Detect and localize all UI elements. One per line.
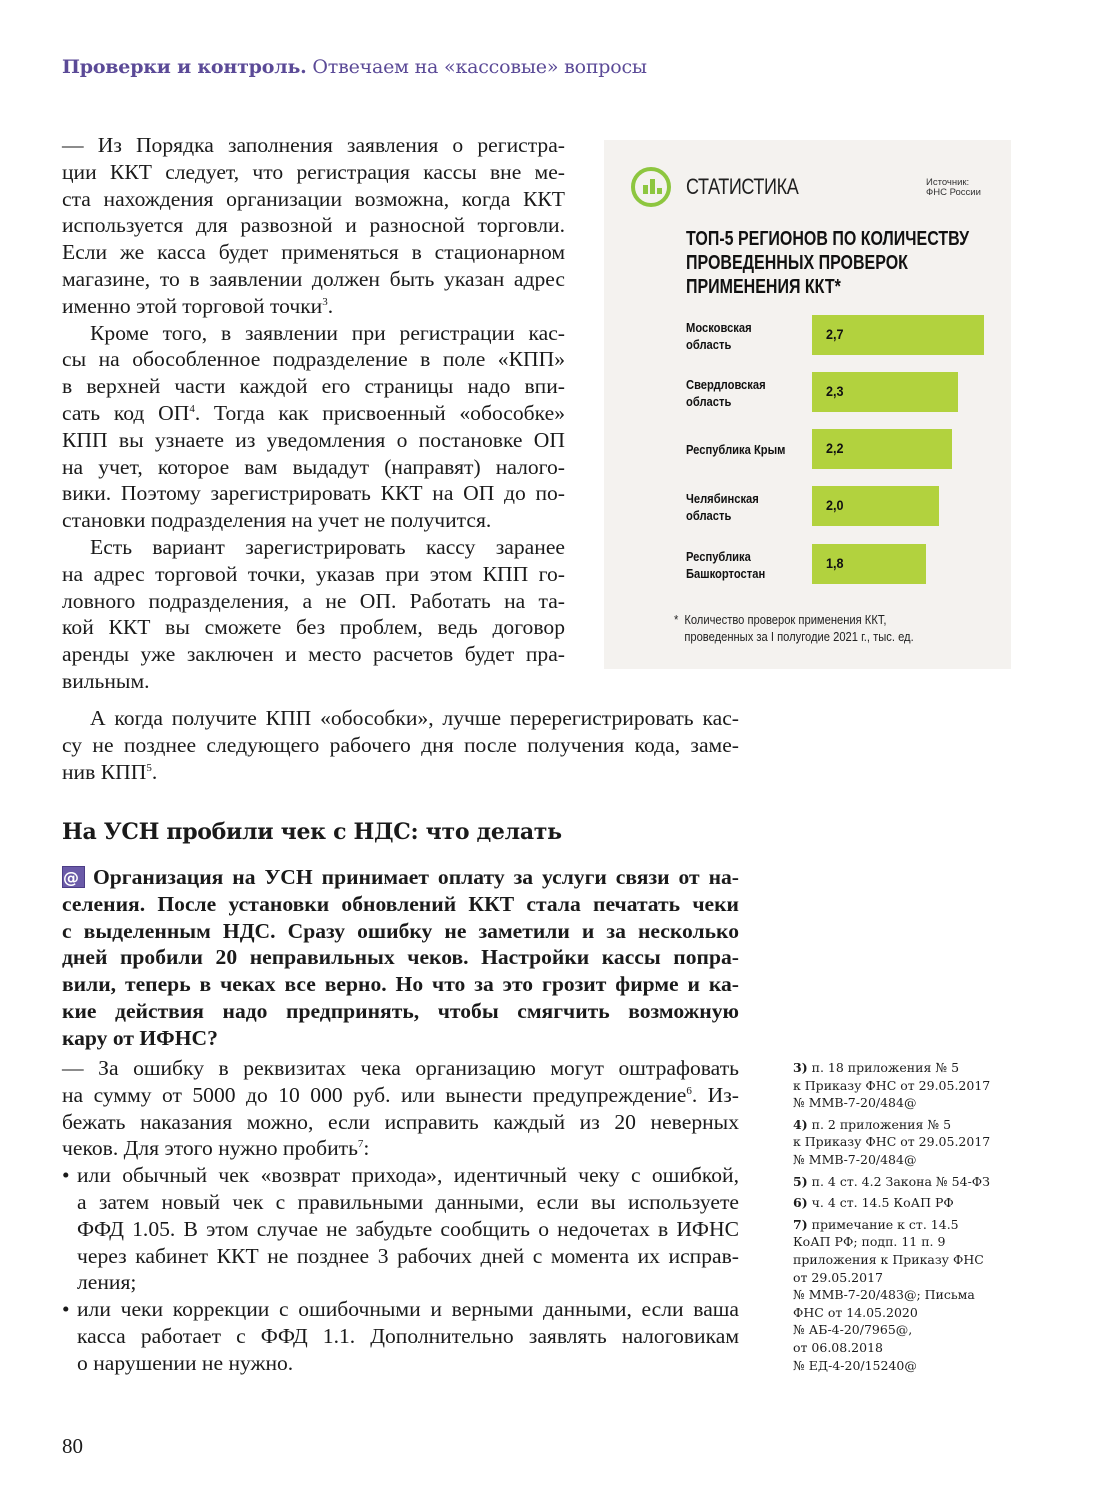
paragraph-2 [62, 320, 565, 534]
text-line: аренды уже заключен и место расчетов будет пра- [62, 642, 565, 667]
bar-label [686, 490, 759, 524]
text-line: кие действия надо предпринять, чтобы смягчить возможную [62, 998, 739, 1023]
chart-bar-row [604, 372, 1011, 412]
chart-title-line: ПРОВЕДЕННЫХ ПРОВЕРОК [686, 252, 908, 274]
footnote-ref-4[interactable]: 4 [189, 402, 195, 415]
footnote-line: ч. 4 ст. 14.5 КоАП РФ [811, 1195, 954, 1211]
text-line: Есть вариант зарегистрировать кассу заранее [90, 534, 565, 559]
bar-chart-icon [631, 167, 671, 207]
answer-text [62, 1055, 739, 1377]
footnote-line: к Приказу ФНС от 29.05.2017 [793, 1134, 991, 1150]
email-question-icon: @ [62, 866, 85, 888]
bar-value: 2,2 [826, 440, 844, 456]
list-item-line: через кабинет ККТ не позднее 3 рабочих дней с момента их исправ- [77, 1243, 739, 1268]
text-line: ловного подразделения, а не ОП. Работать на та- [62, 588, 565, 613]
text-line [62, 293, 565, 320]
bar-label-line: Республика Крым [686, 442, 786, 457]
text-fragment: Организация на УСН принимает оплату за услуги связи от на- [93, 865, 739, 889]
bar-label-line: область [686, 508, 732, 523]
bar [812, 315, 984, 355]
footnote-line: приложения к Приказу ФНС [793, 1251, 984, 1267]
section-subtitle: Отвечаем на «кассовые» вопросы [312, 56, 647, 78]
footnote-line: п. 18 приложения № 5 [811, 1060, 960, 1075]
chart-footnote [674, 611, 914, 645]
statistics-source [926, 178, 981, 198]
footnote-ref-3[interactable]: 3 [322, 295, 328, 308]
footnote-ref-6[interactable]: 6 [686, 1084, 692, 1097]
list-item-line: о нарушении не нужно. [77, 1350, 294, 1375]
statistics-sidebar [604, 140, 1011, 669]
bar-label-line: область [686, 337, 732, 352]
paragraph-3 [62, 534, 565, 695]
text-fragment: . Из- [691, 1082, 739, 1107]
footnote-7 [793, 1216, 1043, 1374]
text-fragment: на сумму от 5000 до 10 000 руб. или вынести предупреждение [62, 1082, 687, 1107]
text-line: с выделенным НДС. Сразу ошибку не заметили и за несколько [62, 918, 739, 943]
text-fragment: . [327, 293, 334, 318]
bar [812, 544, 926, 584]
bar-value: 2,7 [826, 326, 844, 342]
footnote-line: от 29.05.2017 [793, 1269, 883, 1285]
text-fragment: именно этой торговой точки [62, 293, 323, 318]
text-line: ста нахождения организации возможна, когда ККТ [62, 186, 565, 211]
page-number: 80 [62, 1434, 83, 1458]
chart-title [686, 227, 969, 299]
text-fragment: нив КПП [62, 759, 147, 784]
footnote-ref-5[interactable]: 5 [146, 761, 152, 774]
footnote-line: п. 2 приложения № 5 [811, 1116, 952, 1132]
bar-label [686, 548, 765, 582]
note-line: проведенных за I полугодие 2021 г., тыс. ед. [684, 629, 914, 644]
statistics-label: СТАТИСТИКА [686, 174, 799, 199]
text-line: ции ККТ следует, что регистрация кассы вне ме- [62, 159, 565, 184]
bar-value: 2,3 [826, 383, 844, 399]
bullet-icon: • [62, 1163, 70, 1188]
footnote-line: КоАП РФ; подп. 11 п. 9 [793, 1234, 946, 1250]
bullet-icon: • [62, 1297, 70, 1322]
footnote-number: 7) [793, 1216, 808, 1232]
text-line: вильным. [62, 668, 150, 693]
text-fragment: чеков. Для этого нужно пробить [62, 1136, 358, 1161]
bar [812, 372, 958, 412]
bar-label-line: Челябинская [686, 491, 759, 506]
section-name: Проверки и контроль. [62, 56, 307, 78]
text-fragment: или обычный чек «возврат прихода», идентичный чеку с ошибкой, [77, 1163, 739, 1188]
text-fragment: . [151, 759, 158, 784]
text-line: магазине, то в заявлении должен быть указан адрес [62, 266, 565, 291]
bar-label-line: Башкортостан [686, 566, 766, 581]
text-line [62, 400, 565, 427]
bar-label-line: область [686, 394, 732, 409]
text-fragment: или чеки коррекции с ошибочными и верными данными, если ваша [77, 1297, 739, 1322]
list-item-line [62, 1296, 739, 1323]
footnote-number: 3) [793, 1060, 808, 1075]
text-fragment: . Тогда как присвоенный «обособке» [194, 400, 565, 425]
text-line: вили, теперь в чеках все верно. Но что за это грозит фирме и ка- [62, 972, 739, 997]
chart-title-line: ТОП-5 РЕГИОНОВ ПО КОЛИЧЕСТВУ [686, 228, 970, 250]
text-line: КПП вы узнаете из уведомления о постановке ОП [62, 427, 565, 452]
bar-label-line: Московская [686, 320, 752, 335]
article-column [62, 132, 565, 695]
text-line: Если же касса будет применяться в стационарном [62, 240, 565, 265]
text-line: — Из Порядка заполнения заявления о регистра- [62, 133, 565, 157]
footnote-number: 4) [793, 1116, 808, 1132]
chart-bar-row [604, 429, 1011, 469]
list-item-line: а затем новый чек с правильными данными, если вы используете [77, 1189, 739, 1214]
chart-title-line: ПРИМЕНЕНИЯ ККТ* [686, 276, 841, 298]
footnote-ref-7[interactable]: 7 [357, 1138, 364, 1151]
asterisk: * [674, 612, 679, 627]
footnote-line: № ЕД-4-20/15240@ [793, 1357, 917, 1373]
footnote-line: от 06.08.2018 [793, 1339, 883, 1355]
text-line [62, 1135, 739, 1162]
footnote-line: ФНС от 14.05.2020 [793, 1304, 918, 1320]
bar-label-line: Республика [686, 549, 751, 564]
text-fragment: сать код ОП [62, 400, 190, 425]
text-line: кой ККТ вы сможете без проблем, ведь договор [62, 615, 565, 640]
bar-label [686, 319, 752, 353]
footnote-3 [793, 1059, 1043, 1112]
list-item-line: касса работает с ФФД 1.1. Дополнительно заявлять налоговикам [77, 1323, 739, 1348]
paragraph-1 [62, 132, 565, 320]
list-item-line: ления; [77, 1270, 137, 1295]
source-label: Источник: [926, 177, 970, 188]
bar-label-line: Свердловская [686, 377, 766, 392]
text-line: — За ошибку в реквизитах чека организацию могут оштрафовать [62, 1056, 739, 1080]
footnote-line: № ММВ-7-20/484@ [793, 1095, 917, 1111]
text-line: вики. Поэтому зарегистрировать ККТ на ОП до по- [62, 481, 565, 506]
bar [812, 486, 939, 526]
list-item-line: ФФД 1.05. В этом случае не забудьте сообщить о недочетах в ИФНС [77, 1216, 739, 1241]
section-heading: На УСН пробили чек с НДС: что делать [62, 819, 562, 845]
reader-question [62, 864, 739, 1052]
text-line: становки подразделения на учет не получится. [62, 508, 492, 533]
footnote-line: № ММВ-7-20/484@ [793, 1151, 917, 1167]
footnotes-column [793, 1059, 1043, 1378]
bar [812, 429, 952, 469]
bar-label [686, 441, 785, 458]
text-line [62, 864, 739, 891]
footnote-number: 5) [793, 1173, 808, 1189]
list-item-line [62, 1162, 739, 1189]
chart-bar-row [604, 544, 1011, 584]
footnote-line: № АБ-4-20/7965@, [793, 1322, 913, 1338]
text-line: Кроме того, в заявлении при регистрации кас- [90, 320, 565, 345]
footnote-line: примечание к ст. 14.5 [811, 1216, 959, 1232]
bullet-list [62, 1162, 739, 1376]
text-line: селения. После установки обновлений ККТ стала печатать чеки [62, 891, 739, 916]
footnote-line: п. 4 ст. 4.2 Закона № 54-ФЗ [811, 1173, 990, 1189]
text-line: кару от ИФНС? [62, 1025, 218, 1050]
footnote-line: к Приказу ФНС от 29.05.2017 [793, 1077, 991, 1093]
footnote-4 [793, 1116, 1043, 1169]
footnote-5 [793, 1173, 1043, 1191]
text-line: на адрес торговой точки, указав при этом КПП го- [62, 561, 565, 586]
text-line: на учет, которое вам выдадут (направят) налого- [62, 454, 565, 479]
text-fragment: : [363, 1136, 370, 1161]
text-line: су не позднее следующего рабочего дня после получения кода, заме- [62, 732, 739, 757]
source-value: ФНС России [926, 187, 981, 198]
bar-value: 2,0 [826, 497, 844, 513]
text-line: сы на обособленное подразделение в поле «КПП» [62, 347, 565, 372]
footnote-6 [793, 1194, 1043, 1212]
text-line: дней пробили 20 неправильных чеков. Настройки кассы попра- [62, 945, 739, 970]
chart-bar-row [604, 315, 1011, 355]
text-line: А когда получите КПП «обособки», лучше перерегистрировать кас- [90, 706, 739, 730]
paragraph-4 [62, 705, 739, 785]
footnote-line: № ММВ-7-20/483@; Письма [793, 1287, 975, 1303]
footnote-number: 6) [793, 1195, 808, 1211]
chart-bar-row [604, 486, 1011, 526]
text-line: используется для развозной и разносной торговли. [62, 213, 565, 238]
text-line: бежать наказания можно, если исправить каждый из 20 неверных [62, 1109, 739, 1134]
bar-label [686, 376, 766, 410]
bar-value: 1,8 [826, 555, 844, 571]
note-line: Количество проверок применения ККТ, [684, 612, 887, 627]
text-line [62, 759, 739, 786]
text-line: в верхней части каждой его страницы надо впи- [62, 374, 565, 399]
running-header [62, 56, 647, 78]
text-line [62, 1082, 739, 1109]
